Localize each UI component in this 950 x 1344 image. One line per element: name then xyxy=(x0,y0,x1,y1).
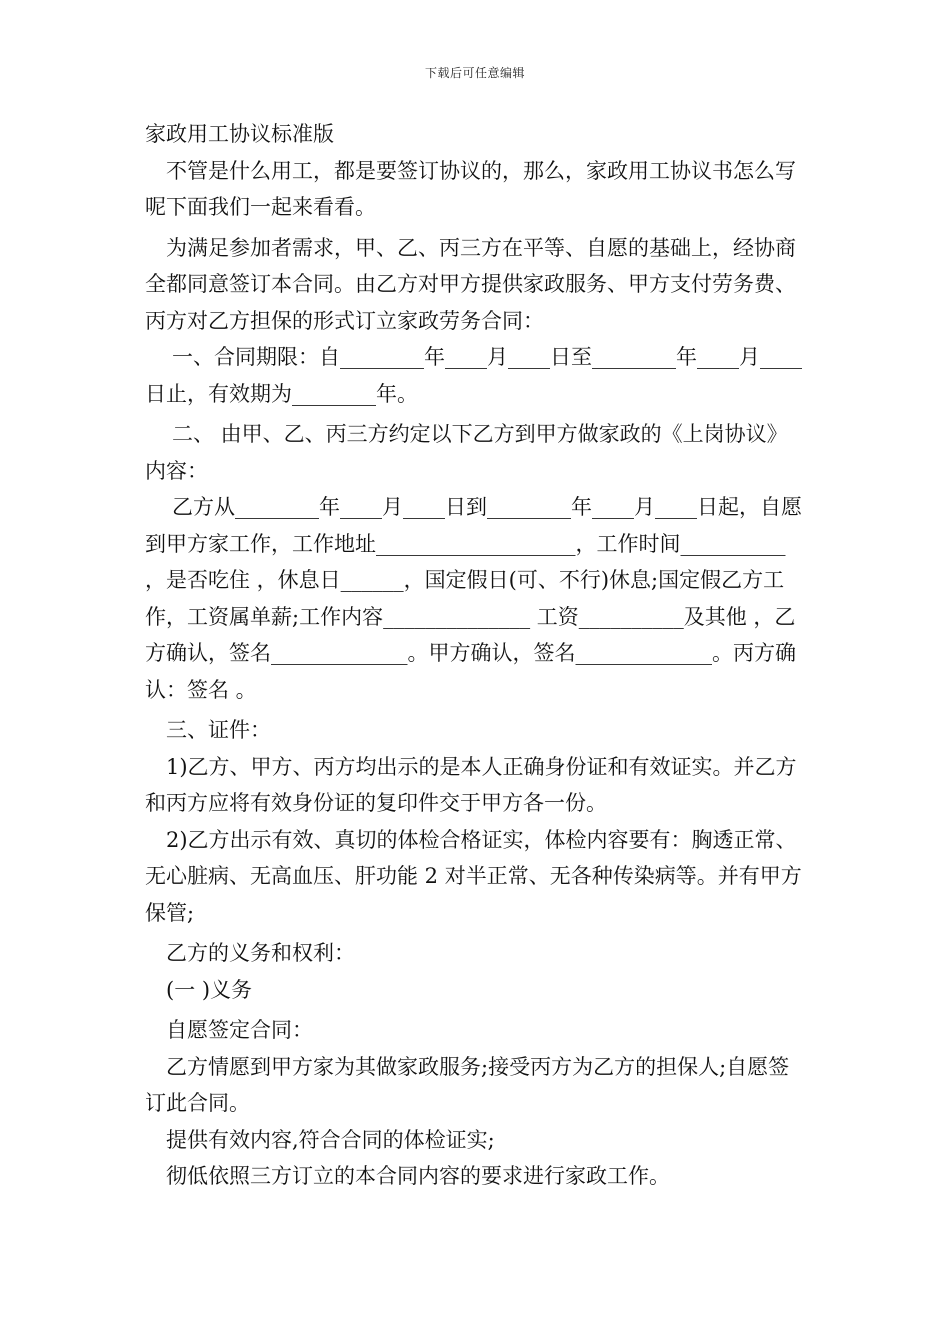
duties-subheading: (一 )义务 xyxy=(166,977,253,1002)
clause-term: 一、合同期限：自________年____月____日至________年____月____日止，有效期为________年。 xyxy=(145,345,802,406)
page-header-note: 下载后可任意编辑 xyxy=(424,66,525,80)
duty-voluntary-sign: 自愿签定合同： xyxy=(166,1018,313,1042)
documents-item-2: 2)乙方出示有效、真切的体检合格证实，体检内容要有：胸透正常、无心脏病、无高血压、肝功能 2 对半正常、无各种传染病等。并有甲方保管; xyxy=(145,827,802,925)
preamble-paragraph: 为满足参加者需求，甲、乙、丙三方在平等、自愿的基础上，经协商全都同意签订本合同。由乙方对甲方提供家政服务、甲方支付劳务费、丙方对乙方担保的形式订立家政劳务合同： xyxy=(145,235,796,333)
clause-agreement-content: 乙方从________年____月____日到________年____月____日起，自愿到甲方家工作，工作地址___________________，工作时间__________ ，是否吃住 ，休息日______，国定假日(可、不行)休息;国定假乙方工作，工资属单薪;工作内容______________ 工资__________及其他 ，乙方确认，签名_____________。甲方确认，签名_____________。丙方确认：签名 。 xyxy=(145,495,802,702)
duty-service-statement: 乙方情愿到甲方家为其做家政服务;接受丙方为乙方的担保人;自愿签订此合同。 xyxy=(145,1054,790,1115)
clause-documents-heading: 三、证件： xyxy=(166,718,271,742)
document-body xyxy=(145,116,807,1195)
duty-follow-contract: 彻低依照三方订立的本合同内容的要求进行家政工作。 xyxy=(166,1164,670,1188)
document-title: 家政用工协议标准版 xyxy=(145,122,334,146)
intro-paragraph: 不管是什么用工，都是要签订协议的，那么，家政用工协议书怎么写呢下面我们一起来看看。 xyxy=(145,158,796,219)
clause-agreement-heading: 二、 由甲、乙、丙三方约定以下乙方到甲方做家政的《上岗协议》内容： xyxy=(145,422,788,483)
documents-item-1: 1)乙方、甲方、丙方均出示的是本人正确身份证和有效证实。并乙方和丙方应将有效身份证的复印件交于甲方各一份。 xyxy=(145,754,797,815)
duties-rights-heading: 乙方的义务和权利： xyxy=(166,941,355,965)
duty-health-certificate: 提供有效内容,符合合同的体检证实; xyxy=(166,1127,495,1152)
